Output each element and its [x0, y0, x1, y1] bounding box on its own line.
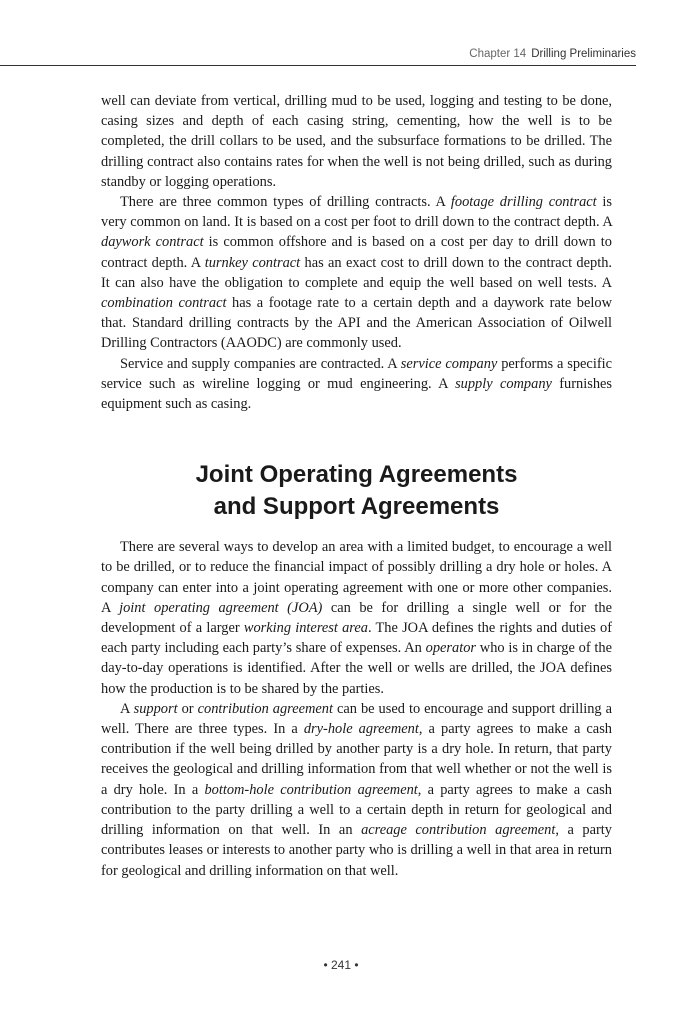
term-daywork-contract: daywork contract [101, 234, 204, 251]
text-run: , a party agrees to make a cash contribution if the well being drilled by another party is a dry hole. In return, that party receives the geological and drilling information from that well whether or not the well is a dry hole. In a [101, 721, 612, 798]
paragraph-drilling-contract-contents: well can deviate from vertical, drilling mud to be used, logging and testing to be done, casing sizes and depth of each casing string, cementing, how the well is to be completed, the drill collars to be used, and the subsurface formations to be drilled. The drilling contract also contains rates for when the well is not being drilled, such as during standby or logging operations. [101, 93, 612, 190]
chapter-number: Chapter 14 [469, 48, 527, 60]
paragraph-contract-types [101, 192, 612, 354]
text-run: There are three common types of drilling contracts. A [120, 194, 451, 211]
section-heading-line-2: and Support Agreements [213, 493, 500, 521]
term-service-company: service company [400, 355, 498, 372]
term-bottom-hole-contribution-agreement: bottom-hole contribution agreement [204, 781, 418, 798]
text-run: There are several ways to develop an area with a limited budget, to encourage a well to be drilled, or to reduce the financial impact of possibly drilling a dry hole or holes. A company can enter into a joint operating agreement with one or more other companies. A [101, 539, 612, 616]
text-run: has a footage rate to a certain depth and a daywork rate below that. Standard drilling contracts by the API and the American Association of Oilwell Drilling Contractors (AAODC) are commonly used. [101, 295, 612, 352]
paragraph-support-agreements [101, 699, 612, 881]
text-run: A [120, 700, 134, 717]
term-acreage-contribution-agreement: acreage contribution agreement [361, 822, 556, 839]
term-joint-operating-agreement: joint operating agreement (JOA) [119, 599, 323, 616]
text-run: can be for drilling a single well or for the development of a larger [101, 599, 612, 637]
term-dry-hole-agreement: dry-hole agreement [303, 721, 419, 738]
term-contribution-agreement: contribution agreement [197, 700, 333, 717]
term-operator: operator [425, 640, 477, 657]
chapter-title: Drilling Preliminaries [531, 48, 636, 60]
text-run: can be used to encourage and support drilling a well. There are three types. In a [101, 700, 612, 738]
text-run: is common offshore and is based on a cost per day to drill down to contract depth. A [101, 234, 612, 271]
term-working-interest-area: working interest area [243, 620, 368, 637]
text-run: . The JOA defines the rights and duties of each party including each party’s share of expenses. An [101, 620, 613, 657]
term-support: support [133, 700, 178, 717]
page-body [101, 91, 612, 881]
term-footage-drilling-contract: footage drilling contract [450, 194, 597, 211]
text-run: has an exact cost to drill down to the contract depth. It can also have the obligation to complete and equip the well based on well tests. A [101, 254, 612, 291]
text-run: Service and supply companies are contracted. A [120, 355, 401, 372]
text-run: , a party agrees to make a cash contribution to the party drilling a well to a certain depth in return for geological and drilling information on that well. In an [101, 781, 612, 839]
term-combination-contract: combination contract [101, 295, 227, 312]
term-turnkey-contract: turnkey contract [204, 254, 301, 271]
text-run: is very common on land. It is based on a cost per foot to drill down to the contract depth. A [101, 194, 612, 231]
section-heading [101, 459, 612, 523]
paragraph-joint-operating-agreement [101, 537, 612, 699]
term-supply-company: supply company [455, 375, 552, 392]
text-run: performs a specific service such as wireline logging or mud engineering. A [101, 355, 612, 392]
page-number: • 241 • [323, 958, 359, 972]
section-heading-line-1: Joint Operating Agreements [195, 461, 518, 489]
text-run: , a party contributes leases or interests to another party who is drilling a well in that area in return for geological and drilling information on that well. [101, 822, 612, 879]
text-run: who is in charge of the day-to-day operations is identified. After the well or wells are drilled, the JOA defines how the production is to be shared by the parties. [101, 640, 612, 697]
running-header-text [469, 48, 636, 60]
paragraph-service-supply [101, 354, 612, 415]
text-run: furnishes equipment such as casing. [101, 375, 613, 413]
running-header [0, 48, 636, 66]
text-run: or [177, 700, 198, 717]
